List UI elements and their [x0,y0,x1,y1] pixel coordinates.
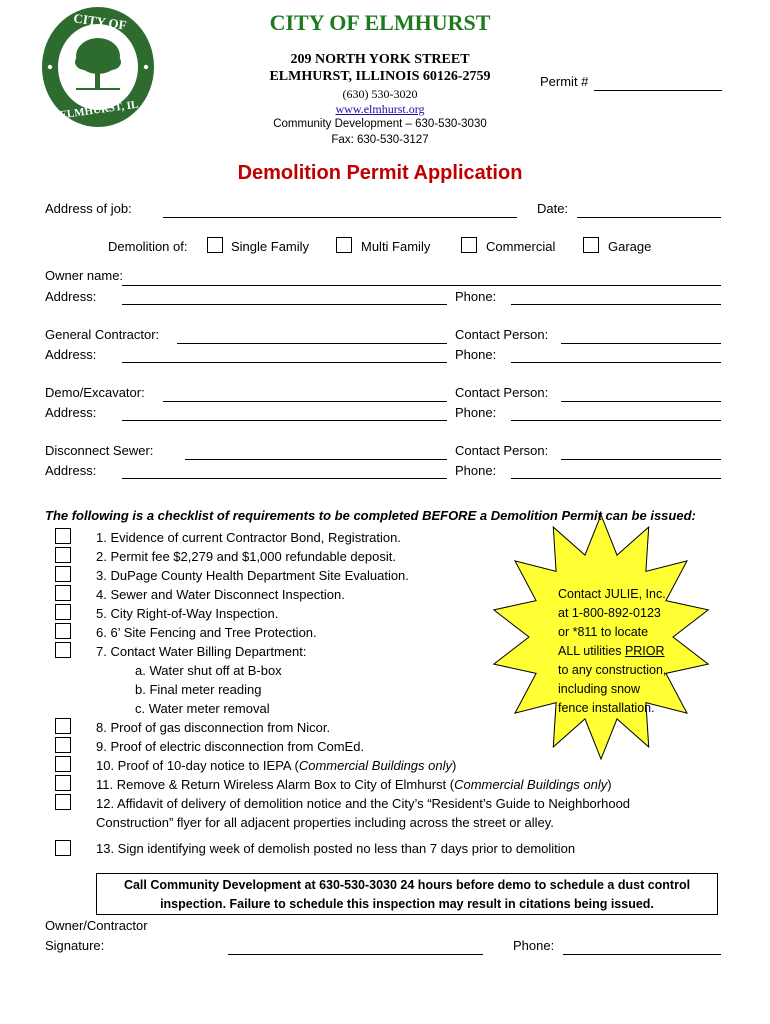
de-contact-person-field[interactable] [561,401,721,402]
multi-family-checkbox[interactable] [336,237,352,253]
checklist-item-13: 13. Sign identifying week of demolish posted no less than 7 days prior to demolition [96,841,576,856]
date-field[interactable] [577,217,721,218]
checklist-item-12: 12. Affidavit of delivery of demolition notice and the City’s “Resident’s Guide to Neighborhood [96,796,631,811]
signature-label: Signature: [45,938,105,953]
checklist-item-11 [96,777,612,793]
de-address-field[interactable] [122,420,447,421]
gc-contact-person-field[interactable] [561,343,721,344]
checklist-item-11-text: 11. Remove & Return Wireless Alarm Box to City of Elmhurst ( [96,777,455,792]
demo-excavator-label: Demo/Excavator: [45,385,145,400]
checklist-checkbox-5[interactable] [55,604,71,620]
julie-line-4a: ALL utilities [558,644,625,658]
checklist-intro: The following is a checklist of requirements to be completed BEFORE a Demolition Permit can be issued: [45,508,696,523]
owner-name-field[interactable] [122,285,721,286]
owner-phone-field[interactable] [511,304,721,305]
general-contractor-label: General Contractor: [45,327,160,342]
signature-field[interactable] [228,954,483,955]
commercial-label: Commercial [486,239,556,254]
street-address: 209 NORTH YORK STREET [290,52,470,67]
seal-bottom-text: ELMHURST, IL [58,98,140,122]
dust-control-line-2: inspection. Failure to schedule this inspection may result in citations being issued. [160,897,654,911]
city-seal [40,4,156,130]
permit-number-field[interactable] [594,90,722,91]
commercial-checkbox[interactable] [461,237,477,253]
address-of-job-label: Address of job: [45,201,132,216]
city-name: CITY OF ELMHURST [269,10,491,35]
garage-checkbox[interactable] [583,237,599,253]
checklist-checkbox-12[interactable] [55,794,71,810]
ds-phone-label: Phone: [455,463,497,478]
julie-line-7: fence installation. [558,701,655,715]
checklist-item-12-cont: Construction” flyer for all adjacent properties including across the street or alley. [96,815,554,830]
gc-phone-field[interactable] [511,362,721,363]
checklist-item-7a: a. Water shut off at B-box [135,663,282,678]
gc-address-field[interactable] [122,362,447,363]
julie-line-5: to any construction, [558,663,667,677]
gc-phone-label: Phone: [455,347,497,362]
ds-address-label: Address: [45,463,97,478]
owner-phone-label: Phone: [455,289,497,304]
checklist-checkbox-3[interactable] [55,566,71,582]
checklist-item-6: 6. 6’ Site Fencing and Tree Protection. [96,625,317,640]
checklist-item-2: 2. Permit fee $2,279 and $1,000 refundable deposit. [96,549,396,564]
ds-address-field[interactable] [122,478,447,479]
ds-contact-person-field[interactable] [561,459,721,460]
owner-contractor-label: Owner/Contractor [45,918,148,933]
checklist-item-8: 8. Proof of gas disconnection from Nicor. [96,720,331,735]
julie-line-1: Contact JULIE, Inc. [558,587,666,601]
demolition-of-label: Demolition of: [108,239,188,254]
website-link[interactable]: www.elmhurst.org [335,102,425,116]
de-contact-person-label: Contact Person: [455,385,549,400]
permit-number-label: Permit # [540,74,589,89]
julie-line-3: or *811 to locate [558,625,649,639]
single-family-label: Single Family [231,239,310,254]
checklist-item-1: 1. Evidence of current Contractor Bond, Registration. [96,530,401,545]
owner-address-label: Address: [45,289,97,304]
checklist-checkbox-10[interactable] [55,756,71,772]
checklist-item-7c: c. Water meter removal [135,701,270,716]
city-phone: (630) 530-3020 [342,87,418,101]
de-phone-label: Phone: [455,405,497,420]
ds-phone-field[interactable] [511,478,721,479]
city-state-zip: ELMHURST, ILLINOIS 60126-2759 [269,69,491,84]
city-website-wrap [230,102,530,117]
checklist-checkbox-9[interactable] [55,737,71,753]
signature-phone-label: Phone: [513,938,555,953]
checklist-item-10-text: 10. Proof of 10-day notice to IEPA ( [96,758,299,773]
julie-line-2: at 1-800-892-0123 [558,606,661,620]
owner-address-field[interactable] [122,304,447,305]
checklist-item-11-close: ) [607,777,612,792]
demo-excavator-field[interactable] [163,401,447,402]
checklist-checkbox-6[interactable] [55,623,71,639]
checklist-item-5: 5. City Right-of-Way Inspection. [96,606,279,621]
checklist-checkbox-11[interactable] [55,775,71,791]
page-title: Demolition Permit Application [237,162,523,184]
address-of-job-field[interactable] [163,217,517,218]
checklist-item-11-italic: Commercial Buildings only [454,777,608,792]
garage-label: Garage [608,239,652,254]
checklist-item-10 [96,758,456,774]
checklist-checkbox-13[interactable] [55,840,71,856]
de-address-label: Address: [45,405,97,420]
checklist-checkbox-4[interactable] [55,585,71,601]
general-contractor-field[interactable] [177,343,447,344]
fax-number: Fax: 630-530-3127 [331,134,429,146]
checklist-item-4: 4. Sewer and Water Disconnect Inspection. [96,587,345,602]
checklist-checkbox-8[interactable] [55,718,71,734]
checklist-item-3: 3. DuPage County Health Department Site Evaluation. [96,568,409,583]
gc-contact-person-label: Contact Person: [455,327,549,342]
community-dev-phone: Community Development – 630-530-3030 [273,118,487,130]
single-family-checkbox[interactable] [207,237,223,253]
checklist-checkbox-7[interactable] [55,642,71,658]
owner-name-label: Owner name: [45,268,124,283]
checklist-item-7: 7. Contact Water Billing Department: [96,644,307,659]
de-phone-field[interactable] [511,420,721,421]
dust-control-notice [96,873,718,915]
julie-notice [558,585,666,718]
checklist-item-10-close: ) [452,758,457,773]
checklist-item-10-italic: Commercial Buildings only [298,758,452,773]
ds-contact-person-label: Contact Person: [455,443,549,458]
seal-top-text: CITY OF [72,10,128,33]
multi-family-label: Multi Family [361,239,431,254]
julie-prior: PRIOR [624,644,665,658]
gc-address-label: Address: [45,347,97,362]
checklist-checkbox-1[interactable] [55,528,71,544]
dust-control-line-1: Call Community Development at 630-530-3030 24 hours before demo to schedule a dust control [123,878,691,892]
julie-line-4 [558,642,666,661]
disconnect-sewer-label: Disconnect Sewer: [45,443,154,458]
checklist-checkbox-2[interactable] [55,547,71,563]
disconnect-sewer-field[interactable] [185,459,447,460]
julie-line-6: including snow [558,682,640,696]
checklist-item-7b: b. Final meter reading [135,682,262,697]
signature-phone-field[interactable] [563,954,721,955]
date-label: Date: [537,201,569,216]
checklist-item-9: 9. Proof of electric disconnection from ComEd. [96,739,365,754]
